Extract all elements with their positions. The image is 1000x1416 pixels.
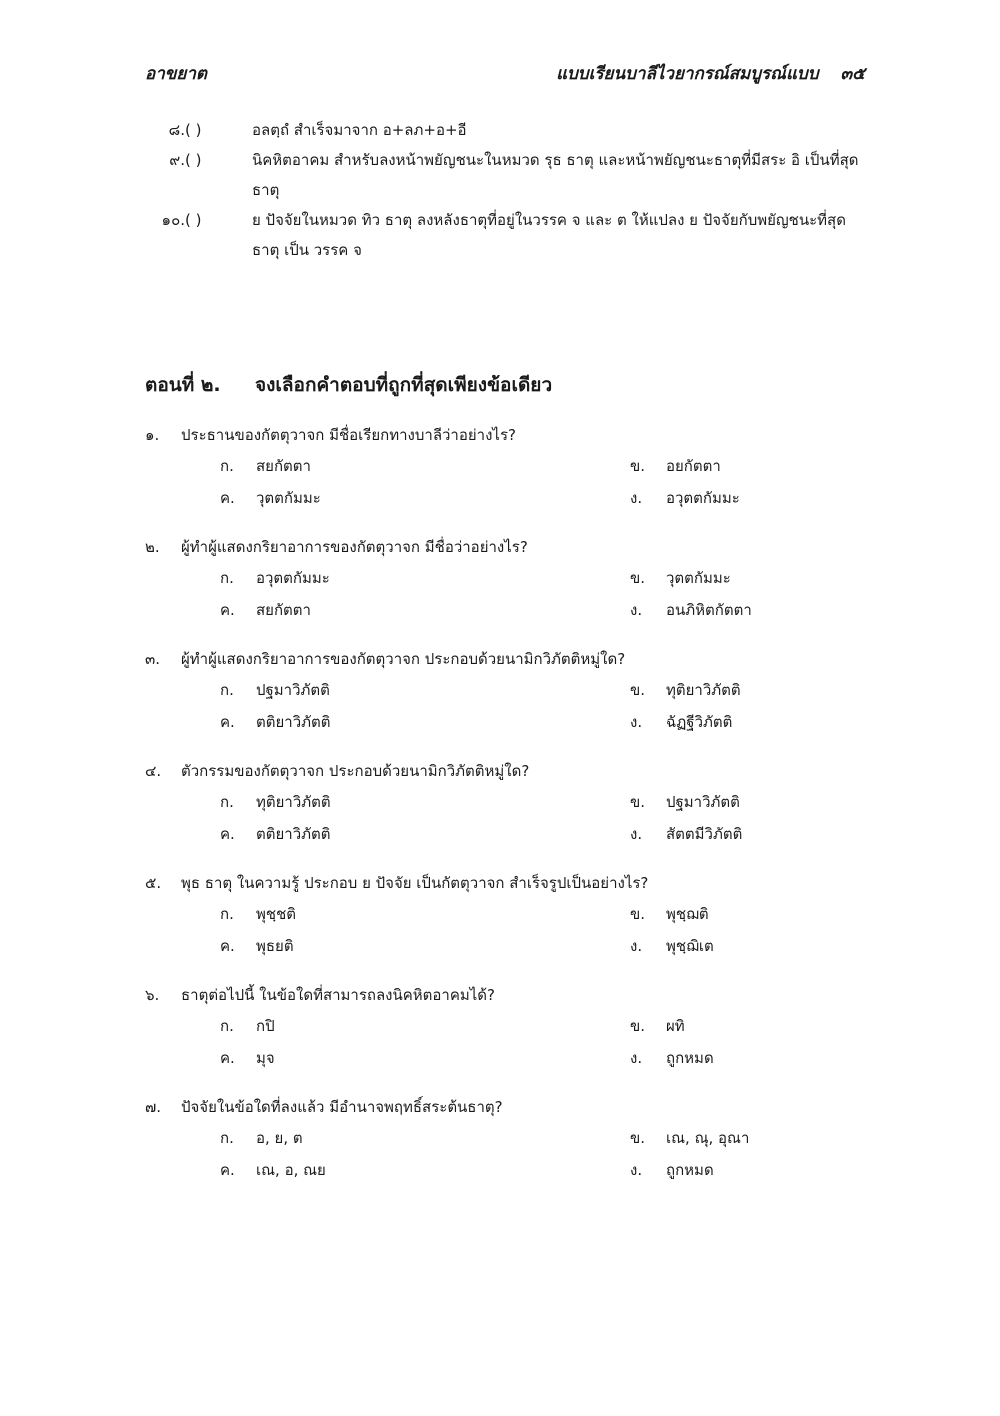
- option-c[interactable]: ค. ตติยาวิภัตติ: [220, 713, 331, 731]
- question: [145, 420, 865, 532]
- question-text: พุธ ธาตุ ในความรู้ ประกอบ ย ปัจจัย เป็นกัตตุวาจก สำเร็จรูปเป็นอย่างไร?: [181, 874, 649, 892]
- section-label: ตอนที่ ๒.: [145, 374, 221, 396]
- true-false-item: [145, 145, 865, 205]
- option-c[interactable]: ค. เณ, อ, ณย: [220, 1161, 326, 1179]
- option-d[interactable]: ง. ถูกหมด: [630, 1049, 714, 1067]
- question-stem: [145, 756, 865, 786]
- options: [145, 786, 865, 850]
- option-d[interactable]: ง. อนภิหิตกัตตา: [630, 601, 752, 619]
- question-stem: [145, 644, 865, 674]
- question-stem: [145, 420, 865, 450]
- item-text: อลตฺถํ สำเร็จมาจาก อ+ลภ+อ+อี: [252, 121, 467, 139]
- book-title: แบบเรียนบาลีไวยากรณ์สมบูรณ์แบบ: [556, 64, 819, 84]
- question-number: ๑.: [145, 426, 160, 444]
- option-b[interactable]: ข. ทุติยาวิภัตติ: [630, 681, 741, 699]
- multiple-choice-list: [145, 420, 865, 1204]
- options: [145, 1010, 865, 1074]
- question-text: ประธานของกัตตุวาจก มีชื่อเรียกทางบาลีว่าอย่างไร?: [181, 426, 516, 444]
- question-number: ๔.: [145, 762, 162, 780]
- option-a[interactable]: ก. อวุตตกัมมะ: [220, 569, 330, 587]
- page-number: ๓๕: [840, 64, 865, 84]
- item-text: ย ปัจจัยในหมวด ทิว ธาตุ ลงหลังธาตุที่อยู่ในวรรค จ และ ต ให้แปลง ย ปัจจัยกับพยัญชนะที่สุดธาตุ เป็น วรรค จ: [252, 211, 846, 259]
- question-stem: [145, 532, 865, 562]
- question-text: ปัจจัยในข้อใดที่ลงแล้ว มีอำนาจพฤทธิ์สระต้นธาตุ?: [181, 1098, 503, 1116]
- question: [145, 868, 865, 980]
- option-b[interactable]: ข. อยกัตตา: [630, 457, 721, 475]
- question: [145, 532, 865, 644]
- question-number: ๓.: [145, 650, 161, 668]
- true-false-list: [145, 115, 865, 265]
- answer-blank[interactable]: ( ): [185, 211, 202, 229]
- true-false-item: [145, 115, 865, 145]
- option-c[interactable]: ค. มุจ: [220, 1049, 275, 1067]
- true-false-item: [145, 205, 865, 265]
- option-b[interactable]: ข. วุตตกัมมะ: [630, 569, 731, 587]
- options: [145, 450, 865, 514]
- options: [145, 1122, 865, 1186]
- question-number: ๖.: [145, 986, 160, 1004]
- option-b[interactable]: ข. ปฐมาวิภัตติ: [630, 793, 740, 811]
- options: [145, 898, 865, 962]
- question-text: ธาตุต่อไปนี้ ในข้อใดที่สามารถลงนิคหิตอาคมได้?: [181, 986, 496, 1004]
- question: [145, 1092, 865, 1204]
- question-stem: [145, 980, 865, 1010]
- question-number: ๕.: [145, 874, 162, 892]
- question-number: ๗.: [145, 1098, 162, 1116]
- answer-blank[interactable]: ( ): [185, 121, 202, 139]
- item-number: ๙.: [169, 151, 185, 169]
- section-instruction: จงเลือกคำตอบที่ถูกที่สุดเพียงข้อเดียว: [255, 374, 553, 396]
- item-number: ๘.: [168, 121, 185, 139]
- question-stem: [145, 868, 865, 898]
- question-text: ตัวกรรมของกัตตุวาจก ประกอบด้วยนามิกวิภัตติหมู่ใด?: [181, 762, 530, 780]
- question: [145, 980, 865, 1092]
- question-stem: [145, 1092, 865, 1122]
- option-b[interactable]: ข. พุชฺฌติ: [630, 905, 709, 923]
- question: [145, 756, 865, 868]
- option-d[interactable]: ง. ฉัฏฐีวิภัตติ: [630, 713, 733, 731]
- option-a[interactable]: ก. สยกัตตา: [220, 457, 311, 475]
- item-text: นิคหิตอาคม สำหรับลงหน้าพยัญชนะในหมวด รุธ ธาตุ และหน้าพยัญชนะธาตุที่มีสระ อิ เป็นที่สุดธาตุ: [252, 151, 859, 199]
- question-text: ผู้ทำผู้แสดงกริยาอาการของกัตตุวาจก มีชื่อว่าอย่างไร?: [181, 538, 528, 556]
- answer-blank[interactable]: ( ): [185, 151, 202, 169]
- option-c[interactable]: ค. พุธยติ: [220, 937, 294, 955]
- option-b[interactable]: ข. ผทิ: [630, 1017, 685, 1035]
- option-a[interactable]: ก. ทุติยาวิภัตติ: [220, 793, 331, 811]
- options: [145, 674, 865, 738]
- question-number: ๒.: [145, 538, 160, 556]
- option-c[interactable]: ค. ตติยาวิภัตติ: [220, 825, 331, 843]
- item-number: ๑๐.: [161, 211, 185, 229]
- question-text: ผู้ทำผู้แสดงกริยาอาการของกัตตุวาจก ประกอบด้วยนามิกวิภัตติหมู่ใด?: [181, 650, 626, 668]
- running-header-right: [556, 60, 865, 87]
- option-b[interactable]: ข. เณ, ณุ, อุณา: [630, 1129, 750, 1147]
- question: [145, 644, 865, 756]
- option-a[interactable]: ก. กปิ: [220, 1017, 275, 1035]
- option-d[interactable]: ง. พุชฺฌิเต: [630, 937, 714, 955]
- section-heading: [145, 370, 552, 400]
- option-c[interactable]: ค. วุตตกัมมะ: [220, 489, 321, 507]
- running-header-chapter: อาขยาต: [145, 64, 207, 84]
- option-d[interactable]: ง. สัตตมีวิภัตติ: [630, 825, 743, 843]
- option-c[interactable]: ค. สยกัตตา: [220, 601, 311, 619]
- option-a[interactable]: ก. ปฐมาวิภัตติ: [220, 681, 330, 699]
- option-a[interactable]: ก. อ, ย, ต: [220, 1129, 303, 1147]
- options: [145, 562, 865, 626]
- option-a[interactable]: ก. พุชฺชติ: [220, 905, 296, 923]
- option-d[interactable]: ง. ถูกหมด: [630, 1161, 714, 1179]
- option-d[interactable]: ง. อวุตตกัมมะ: [630, 489, 740, 507]
